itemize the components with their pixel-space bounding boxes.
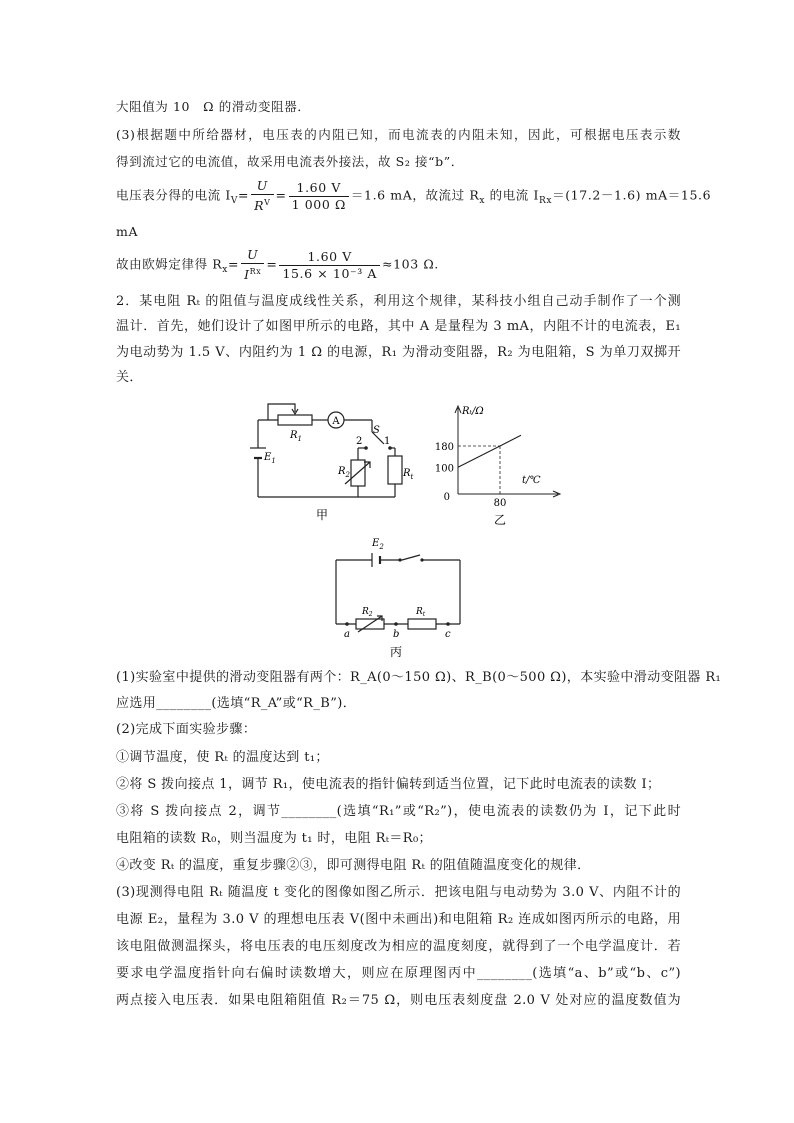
- point-c-label: c: [445, 629, 451, 640]
- figure-yi-caption: 乙: [493, 513, 507, 527]
- circuit-diagram-jia: [240, 392, 420, 527]
- step-3-a: ③将 S 拨向接点 2，调节________(选填“R₁”或“R₂”)，使电流表的读数仍为 I，记下此时: [116, 804, 681, 819]
- q3-line-b: 电源 E₂，量程为 3.0 V 的理想电压表 V(图中未画出)和电阻箱 R₂ 连成如图丙所示的电路，用: [116, 912, 681, 927]
- figure-bing-caption: 丙: [389, 645, 403, 659]
- solution-line-2: (3)根据题中所给器材，电压表的内阻已知，而电流表的内阻未知，因此，可根据电压表示数: [116, 127, 681, 142]
- series-line: [458, 435, 521, 467]
- question-para-2: 温计．首先，她们设计了如图甲所示的电路，其中 A 是量程为 3 mA，内阻不计的电流表，E₁: [116, 319, 681, 334]
- switch-label: S: [373, 425, 380, 436]
- figure-jia-caption: 甲: [315, 508, 329, 522]
- question-para-1: 2．某电阻 Rₜ 的阻值与温度成线性关系，利用这个规律，某科技小组自己动手制作了一个测: [116, 294, 681, 309]
- solution-line-1: 大阻值为 10 Ω 的滑动变阻器．: [116, 99, 311, 114]
- question-para-4: 关．: [116, 370, 143, 385]
- q1-line-b: 应选用________(选填“R_A”或“R_B”)．: [116, 696, 357, 711]
- q3-line-a: (3)现测得电阻 Rₜ 随温度 t 变化的图像如图乙所示．把该电阻与电动势为 3.0 V、内阻不计的: [116, 885, 681, 900]
- solution-rx-equation: 故由欧姆定律得 $R_x=$ $\frac{U}{I^{Rx}}$ = $\frac{1.60 V}{\text{15.6 × 10⁻³ A}}$ ≈103 Ω.: [116, 247, 439, 283]
- step-2: ②将 S 拨向接点 1，调节 R₁，使电流表的指针偏转到适当位置，记下此时电流表的读数 I；: [116, 777, 661, 792]
- q1-line-a: (1)实验室中提供的滑动变阻器有两个：R_A(0～150 Ω)、R_B(0～500 Ω)，本实验中滑动变阻器 R₁: [116, 670, 722, 685]
- rt-label: $R_t$: [403, 468, 414, 481]
- ammeter-label: A: [332, 416, 340, 427]
- q3-line-c: 该电阻做测温探头，将电压表的电压刻度改为相应的温度刻度，就得到了一个电学温度计．若: [116, 939, 681, 954]
- step-3-b: 电阻箱的读数 R₀，则当温度为 t₁ 时，电阻 Rₜ＝R₀；: [116, 831, 432, 846]
- r2-bing-label: $R_2$: [362, 607, 373, 618]
- origin-label: 0: [443, 492, 450, 503]
- e2-label: $E_2$: [372, 538, 384, 551]
- point-a-label: a: [344, 629, 350, 640]
- step-4: ④改变 Rₜ 的温度，重复步骤②③，即可测得电阻 Rₜ 的阻值随温度变化的规律．: [116, 858, 591, 873]
- q3-line-e: 两点接入电压表．如果电阻箱阻值 R₂＝75 Ω，则电压表刻度盘 2.0 V 处对应的温度数值为: [116, 993, 681, 1008]
- contact-1-label: 1: [384, 436, 391, 447]
- graph-yi: [434, 400, 565, 527]
- solution-iv-equation: 电压表分得的电流 $I_V=$ $\frac{U}{R^V}$ = $\frac{1.60 V}{1 000 \Omega}$ ＝1.6 mA，故流过 $R_x$ 的电流 $I_{Rx}=(17.2-1.6)$ mA＝15.6: [116, 178, 712, 214]
- y-tick-label: 180: [434, 442, 454, 453]
- question-para-3: 为电动势为 1.5 V、内阻约为 1 Ω 的电源，R₁ 为滑动变阻器，R₂ 为电阻箱，S 为单刀双掷开: [116, 345, 681, 360]
- contact-2-label: 2: [356, 436, 363, 447]
- y-axis-label: Rₜ/Ω: [462, 406, 484, 417]
- q3-line-d: 要求电学温度指针向右偏时读数增大，则应在原理图丙中________(选填“a、b”或“b、c”): [116, 966, 681, 981]
- e1-label: $E_1$: [264, 452, 276, 465]
- point-b-label: b: [393, 629, 400, 640]
- y-tick-label: 100: [434, 463, 454, 475]
- x-axis-label: t/℃: [522, 475, 541, 486]
- r2-label: $R_2$: [338, 466, 350, 479]
- circuit-diagram-bing: [330, 532, 465, 662]
- r1-label: $R_1$: [290, 430, 302, 443]
- solution-line-3: 得到流过它的电流值，故采用电流表外接法，故 S₂ 接“b”．: [116, 154, 464, 169]
- x-tick-label: 80: [493, 498, 507, 509]
- q2-heading: (2)完成下面实验步骤：: [116, 722, 257, 737]
- rt-bing-label: $R_t$: [416, 607, 426, 618]
- solution-line-5: mA: [116, 224, 139, 239]
- step-1: ①调节温度，使 Rₜ 的温度达到 t₁；: [116, 750, 329, 765]
